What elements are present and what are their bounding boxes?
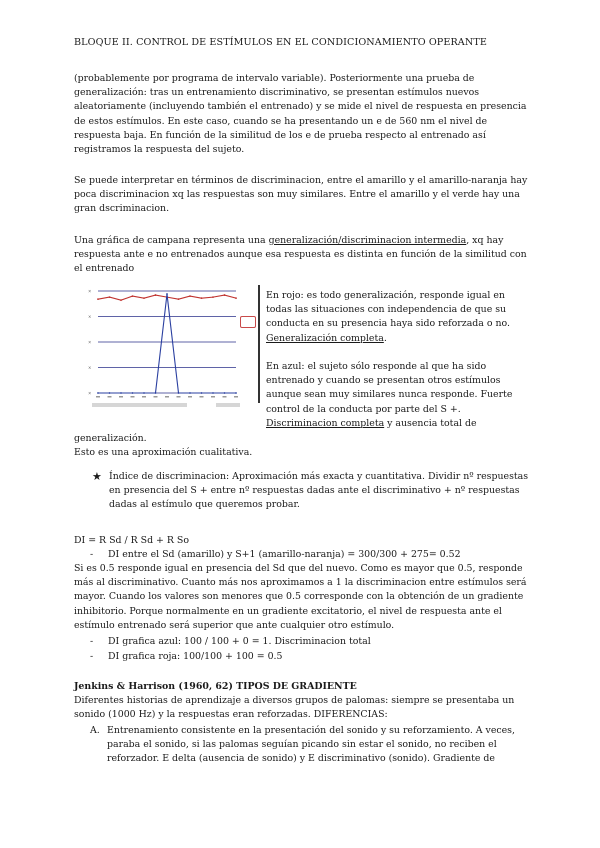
point-azul — [212, 392, 214, 394]
y-tick-mark: × — [88, 390, 92, 396]
point-azul — [166, 293, 168, 295]
x-tick-mark — [165, 396, 169, 398]
y-tick-mark: × — [88, 314, 92, 319]
paragraph-discrimination: Se puede interpretar en términos de discriminacion, entre el amarillo y el amarillo-naranja hay poca discriminacion xq las respuestas son muy similares. Entre el amarillo y el verde hay una gran dscriminacion. — [74, 175, 528, 215]
point-rojo — [201, 297, 203, 299]
point-rojo — [235, 297, 237, 299]
list-item-a: A. Entrenamiento consistente en la presentación del sonido y su reforzamiento. A veces, paraba el sonido, si las palomas seguían picando sin estar el sonido, no reciben el reforzador. E delta (ausencia de sonido) y E discriminativo (sonido). Gradiente de — [90, 725, 515, 765]
paragraph-qualitative: Esto es una aproximación cualitativa. — [74, 447, 253, 458]
star-bullet-icon: ★ — [92, 470, 102, 483]
y-tick-mark: × — [88, 288, 92, 294]
y-tick-mark: × — [88, 339, 92, 345]
point-rojo — [178, 298, 180, 300]
paragraph-generalization-test: (probablemente por programa de intervalo variable). Posteriormente una prueba de generalización: tras un entrenamiento discriminativo, se presentan estímulos nuevos aleatoriamente (incluyendo también el entrenado) y se mide el nivel de respuesta en presencia de estos estímulos. En este caso, cuando se ha presentando un e de 560 nm el nivel de respuesta baja. En función de la similitud de los e de prueba respecto al entrenado así registramos la respuesta del sujeto. — [74, 73, 527, 156]
resize-handle-icon — [240, 316, 256, 328]
chart-caption-placeholder — [216, 403, 240, 407]
point-azul — [235, 392, 237, 394]
x-tick-mark — [211, 396, 215, 398]
term-complete-generalization: Generalización completa — [266, 332, 384, 344]
x-tick-mark — [234, 396, 238, 398]
bullet-discrimination-index: ★ Índice de discriminacion: Aproximación más exacta y cuantitativa. Dividir nº respuestas en presencia del S + entre nº respuestas dadas ante el discriminativo + nº respuestas dadas al estímulo que queremos probar. — [92, 470, 529, 511]
note-red-curve: En rojo: es todo generalización, responde igual en todas las situaciones con independencia de que su conducta en su presencia haya sido reforzada o no. Generalización completa. — [266, 290, 510, 344]
point-azul — [109, 392, 111, 394]
point-azul — [132, 392, 134, 394]
paragraph-generalization-end: generalización. — [74, 433, 147, 444]
point-azul — [120, 392, 122, 394]
x-tick-mark — [177, 396, 181, 398]
point-azul — [224, 392, 226, 394]
gradient-chart — [86, 285, 246, 415]
section-heading: Jenkins & Harrison (1960, 62) TIPOS DE GRADIENTE — [74, 681, 357, 692]
term-intermediate: generalización/discriminacion intermedia — [268, 235, 467, 246]
di-example-red: - DI grafica roja: 100/100 + 100 = 0.5 — [90, 651, 283, 662]
term-complete-discrimination: Discriminacion completa — [266, 417, 385, 429]
y-tick-mark: × — [88, 365, 92, 370]
chart-caption-placeholder — [92, 403, 187, 407]
point-azul — [201, 392, 203, 394]
note-blue-curve: En azul: el sujeto sólo responde al que ha sido entrenado y cuando se presentan otros estímulos aunque sean muy similares nunca responde. Fuerte control de la conducta por parte del S +. Discriminacion completa y ausencia total de — [266, 361, 513, 429]
point-azul — [97, 392, 99, 394]
x-tick-mark — [154, 396, 158, 398]
x-tick-mark — [131, 396, 135, 398]
point-rojo — [212, 296, 214, 298]
point-azul — [189, 392, 191, 394]
x-tick-mark — [223, 396, 227, 398]
x-tick-mark — [108, 396, 112, 398]
point-azul — [178, 392, 180, 394]
point-azul — [143, 392, 145, 394]
x-tick-mark — [119, 396, 123, 398]
paragraph-bell-curve: Una gráfica de campana representa una generalización/discriminacion intermedia, xq hay respuesta ante e no entrenados aunque esa respuesta es distinta en función de la similitud con el entrenado — [74, 235, 527, 275]
x-tick-mark — [188, 396, 192, 398]
side-divider — [258, 285, 260, 403]
page-header: BLOQUE II. CONTROL DE ESTÍMULOS EN EL CONDICIONAMIENTO OPERANTE — [74, 37, 487, 48]
x-tick-mark — [142, 396, 146, 398]
point-rojo — [132, 295, 134, 297]
point-rojo — [143, 297, 145, 299]
x-tick-mark — [200, 396, 204, 398]
point-rojo — [109, 296, 111, 298]
point-rojo — [189, 295, 191, 297]
di-example-1: - DI entre el Sd (amarillo) y S+1 (amarillo-naranja) = 300/300 + 275= 0.52 — [90, 549, 461, 560]
di-example-blue: - DI grafica azul: 100 / 100 + 0 = 1. Discriminacion total — [90, 636, 371, 647]
point-rojo — [97, 298, 99, 300]
formula-di: DI = R Sd / R Sd + R So — [74, 535, 189, 546]
paragraph-di-explanation: Si es 0.5 responde igual en presencia del Sd que del nuevo. Como es mayor que 0.5, responde más al discriminativo. Cuanto más nos aproximamos a 1 la discriminacion entre estímulos será mayor. Cuando los valores son menores que 0.5 corresponde con la obtención de un gradiente inhibitorio. Porque normalmente en un gradiente excitatorio, el nivel de respuesta ante el estímulo entrenado será superior que ante cualquier otro estímulo. — [74, 563, 527, 631]
point-azul — [155, 392, 157, 394]
point-rojo — [224, 294, 226, 296]
x-tick-mark — [96, 396, 100, 398]
point-rojo — [155, 294, 157, 296]
point-rojo — [120, 299, 122, 301]
paragraph-jenkins-harrison: Diferentes historias de aprendizaje a diversos grupos de palomas: siempre se presentaba un sonido (1000 Hz) y la respuestas eran reforzadas. DIFERENCIAS: — [74, 695, 515, 721]
